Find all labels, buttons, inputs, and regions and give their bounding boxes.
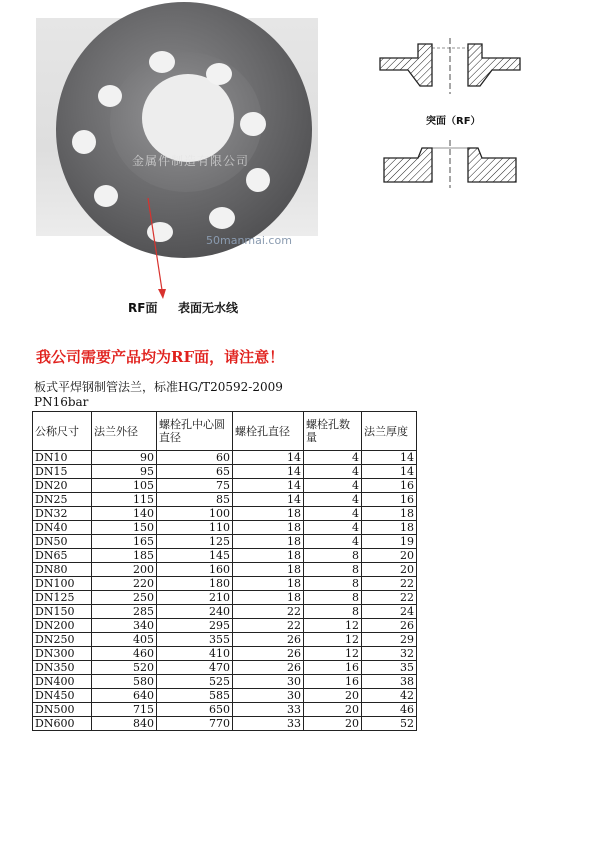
header-bolt-hole-diameter: 螺栓孔直径	[233, 412, 304, 451]
table-row	[33, 675, 417, 689]
cell-bolt-hole-count: 16	[304, 675, 362, 689]
cell-nominal-size: DN350	[33, 661, 92, 675]
cell-bolt-circle-diameter: 85	[157, 493, 233, 507]
cell-outer-diameter: 150	[92, 521, 157, 535]
cell-outer-diameter: 715	[92, 703, 157, 717]
header-bolt-circle-diameter: 螺栓孔中心圆直径	[157, 412, 233, 451]
table-row	[33, 633, 417, 647]
surface-note: 表面无水线	[178, 301, 239, 315]
rf-notice: 我公司需要产品均为RF面，请注意！	[36, 348, 285, 366]
table-body	[33, 451, 417, 731]
cell-nominal-size: DN150	[33, 605, 92, 619]
table-row	[33, 689, 417, 703]
cell-outer-diameter: 640	[92, 689, 157, 703]
cell-bolt-hole-count: 4	[304, 451, 362, 465]
cell-bolt-hole-count: 8	[304, 591, 362, 605]
cell-bolt-hole-count: 16	[304, 661, 362, 675]
cell-bolt-circle-diameter: 295	[157, 619, 233, 633]
cell-outer-diameter: 105	[92, 479, 157, 493]
cell-bolt-hole-diameter: 33	[233, 703, 304, 717]
cell-flange-thickness: 18	[362, 521, 417, 535]
flange-image	[36, 18, 318, 236]
watermark-company: 金属件制造有限公司	[132, 154, 250, 168]
cell-bolt-hole-diameter: 22	[233, 605, 304, 619]
cell-flange-thickness: 26	[362, 619, 417, 633]
cell-bolt-hole-count: 4	[304, 507, 362, 521]
cell-bolt-circle-diameter: 65	[157, 465, 233, 479]
drawing-caption: 突面（RF）	[426, 116, 481, 127]
table-row	[33, 521, 417, 535]
cell-nominal-size: DN400	[33, 675, 92, 689]
flange-spec-table	[32, 411, 417, 731]
cell-bolt-hole-diameter: 18	[233, 577, 304, 591]
table-row	[33, 619, 417, 633]
cell-bolt-hole-count: 4	[304, 535, 362, 549]
cell-outer-diameter: 250	[92, 591, 157, 605]
cell-outer-diameter: 520	[92, 661, 157, 675]
cell-bolt-circle-diameter: 770	[157, 717, 233, 731]
cell-outer-diameter: 460	[92, 647, 157, 661]
cell-nominal-size: DN200	[33, 619, 92, 633]
table-row	[33, 465, 417, 479]
cell-bolt-hole-diameter: 18	[233, 507, 304, 521]
cell-bolt-hole-diameter: 26	[233, 647, 304, 661]
cell-flange-thickness: 14	[362, 465, 417, 479]
cell-bolt-circle-diameter: 470	[157, 661, 233, 675]
cell-bolt-circle-diameter: 410	[157, 647, 233, 661]
cell-outer-diameter: 140	[92, 507, 157, 521]
cell-bolt-circle-diameter: 75	[157, 479, 233, 493]
table-row	[33, 507, 417, 521]
cell-bolt-hole-count: 12	[304, 647, 362, 661]
cell-bolt-hole-count: 4	[304, 465, 362, 479]
header-nominal-size: 公称尺寸	[33, 412, 92, 451]
cell-flange-thickness: 46	[362, 703, 417, 717]
cell-outer-diameter: 200	[92, 563, 157, 577]
cell-bolt-hole-count: 4	[304, 521, 362, 535]
cell-bolt-hole-count: 8	[304, 605, 362, 619]
cell-flange-thickness: 35	[362, 661, 417, 675]
cell-bolt-circle-diameter: 355	[157, 633, 233, 647]
cell-nominal-size: DN300	[33, 647, 92, 661]
table-row	[33, 591, 417, 605]
cell-nominal-size: DN100	[33, 577, 92, 591]
cell-nominal-size: DN65	[33, 549, 92, 563]
cell-bolt-circle-diameter: 525	[157, 675, 233, 689]
cell-bolt-hole-diameter: 33	[233, 717, 304, 731]
cell-bolt-hole-count: 8	[304, 563, 362, 577]
table-row	[33, 451, 417, 465]
cell-bolt-hole-diameter: 18	[233, 563, 304, 577]
cell-flange-thickness: 38	[362, 675, 417, 689]
cell-flange-thickness: 29	[362, 633, 417, 647]
header-outer-diameter: 法兰外径	[92, 412, 157, 451]
cell-bolt-hole-diameter: 14	[233, 493, 304, 507]
table-row	[33, 563, 417, 577]
cell-bolt-hole-count: 20	[304, 689, 362, 703]
cell-bolt-hole-count: 4	[304, 493, 362, 507]
cell-bolt-hole-count: 8	[304, 549, 362, 563]
table-row	[33, 479, 417, 493]
cell-flange-thickness: 14	[362, 451, 417, 465]
cell-flange-thickness: 24	[362, 605, 417, 619]
cell-nominal-size: DN600	[33, 717, 92, 731]
cell-bolt-circle-diameter: 125	[157, 535, 233, 549]
cell-flange-thickness: 16	[362, 479, 417, 493]
cell-bolt-hole-diameter: 18	[233, 591, 304, 605]
cell-bolt-hole-count: 20	[304, 717, 362, 731]
cell-bolt-circle-diameter: 210	[157, 591, 233, 605]
cell-bolt-circle-diameter: 110	[157, 521, 233, 535]
table-row	[33, 549, 417, 563]
cell-flange-thickness: 32	[362, 647, 417, 661]
standard-line: 板式平焊钢制管法兰，标准HG/T20592-2009	[34, 380, 283, 394]
table-row	[33, 717, 417, 731]
cell-outer-diameter: 285	[92, 605, 157, 619]
cell-outer-diameter: 185	[92, 549, 157, 563]
flange-photo	[36, 18, 318, 247]
cell-bolt-hole-count: 4	[304, 479, 362, 493]
cell-outer-diameter: 580	[92, 675, 157, 689]
cell-bolt-hole-count: 20	[304, 703, 362, 717]
cell-flange-thickness: 16	[362, 493, 417, 507]
cell-flange-thickness: 22	[362, 577, 417, 591]
cell-bolt-hole-diameter: 30	[233, 675, 304, 689]
cell-bolt-hole-diameter: 14	[233, 465, 304, 479]
cell-bolt-hole-count: 12	[304, 619, 362, 633]
cell-outer-diameter: 220	[92, 577, 157, 591]
cell-nominal-size: DN25	[33, 493, 92, 507]
header-flange-thickness: 法兰厚度	[362, 412, 417, 451]
table-header-row	[33, 412, 417, 451]
table-row	[33, 703, 417, 717]
cell-bolt-hole-diameter: 18	[233, 549, 304, 563]
watermark-url: 50manmai.com	[206, 234, 292, 247]
cell-bolt-hole-diameter: 30	[233, 689, 304, 703]
table-row	[33, 647, 417, 661]
cell-bolt-hole-diameter: 22	[233, 619, 304, 633]
cell-flange-thickness: 22	[362, 591, 417, 605]
cell-outer-diameter: 90	[92, 451, 157, 465]
cell-bolt-circle-diameter: 240	[157, 605, 233, 619]
cell-bolt-hole-count: 8	[304, 577, 362, 591]
cell-flange-thickness: 20	[362, 563, 417, 577]
table-row	[33, 535, 417, 549]
cell-bolt-hole-diameter: 26	[233, 633, 304, 647]
cell-bolt-hole-diameter: 26	[233, 661, 304, 675]
cell-outer-diameter: 840	[92, 717, 157, 731]
table-row	[33, 493, 417, 507]
cell-nominal-size: DN15	[33, 465, 92, 479]
cell-flange-thickness: 52	[362, 717, 417, 731]
rf-face-label: RF面	[128, 301, 158, 315]
cell-bolt-circle-diameter: 585	[157, 689, 233, 703]
cell-nominal-size: DN10	[33, 451, 92, 465]
cell-nominal-size: DN80	[33, 563, 92, 577]
cell-bolt-circle-diameter: 60	[157, 451, 233, 465]
cell-bolt-hole-count: 12	[304, 633, 362, 647]
cell-nominal-size: DN500	[33, 703, 92, 717]
cell-flange-thickness: 19	[362, 535, 417, 549]
cell-bolt-circle-diameter: 160	[157, 563, 233, 577]
table-row	[33, 661, 417, 675]
cell-outer-diameter: 95	[92, 465, 157, 479]
table-row	[33, 605, 417, 619]
cell-bolt-circle-diameter: 650	[157, 703, 233, 717]
cell-nominal-size: DN450	[33, 689, 92, 703]
cell-nominal-size: DN40	[33, 521, 92, 535]
cell-outer-diameter: 340	[92, 619, 157, 633]
bore	[142, 74, 234, 162]
cell-nominal-size: DN32	[33, 507, 92, 521]
header-bolt-hole-count: 螺栓孔数量	[304, 412, 362, 451]
cell-nominal-size: DN125	[33, 591, 92, 605]
pressure-rating: PN16bar	[34, 395, 89, 409]
cell-nominal-size: DN50	[33, 535, 92, 549]
table-row	[33, 577, 417, 591]
cell-bolt-hole-diameter: 18	[233, 521, 304, 535]
cell-bolt-hole-diameter: 14	[233, 451, 304, 465]
cell-bolt-circle-diameter: 180	[157, 577, 233, 591]
cell-flange-thickness: 20	[362, 549, 417, 563]
cell-flange-thickness: 42	[362, 689, 417, 703]
cell-outer-diameter: 405	[92, 633, 157, 647]
cell-bolt-hole-diameter: 14	[233, 479, 304, 493]
cell-nominal-size: DN20	[33, 479, 92, 493]
cell-outer-diameter: 115	[92, 493, 157, 507]
cell-bolt-circle-diameter: 145	[157, 549, 233, 563]
cell-bolt-hole-diameter: 18	[233, 535, 304, 549]
cell-nominal-size: DN250	[33, 633, 92, 647]
cell-outer-diameter: 165	[92, 535, 157, 549]
cell-flange-thickness: 18	[362, 507, 417, 521]
cell-bolt-circle-diameter: 100	[157, 507, 233, 521]
